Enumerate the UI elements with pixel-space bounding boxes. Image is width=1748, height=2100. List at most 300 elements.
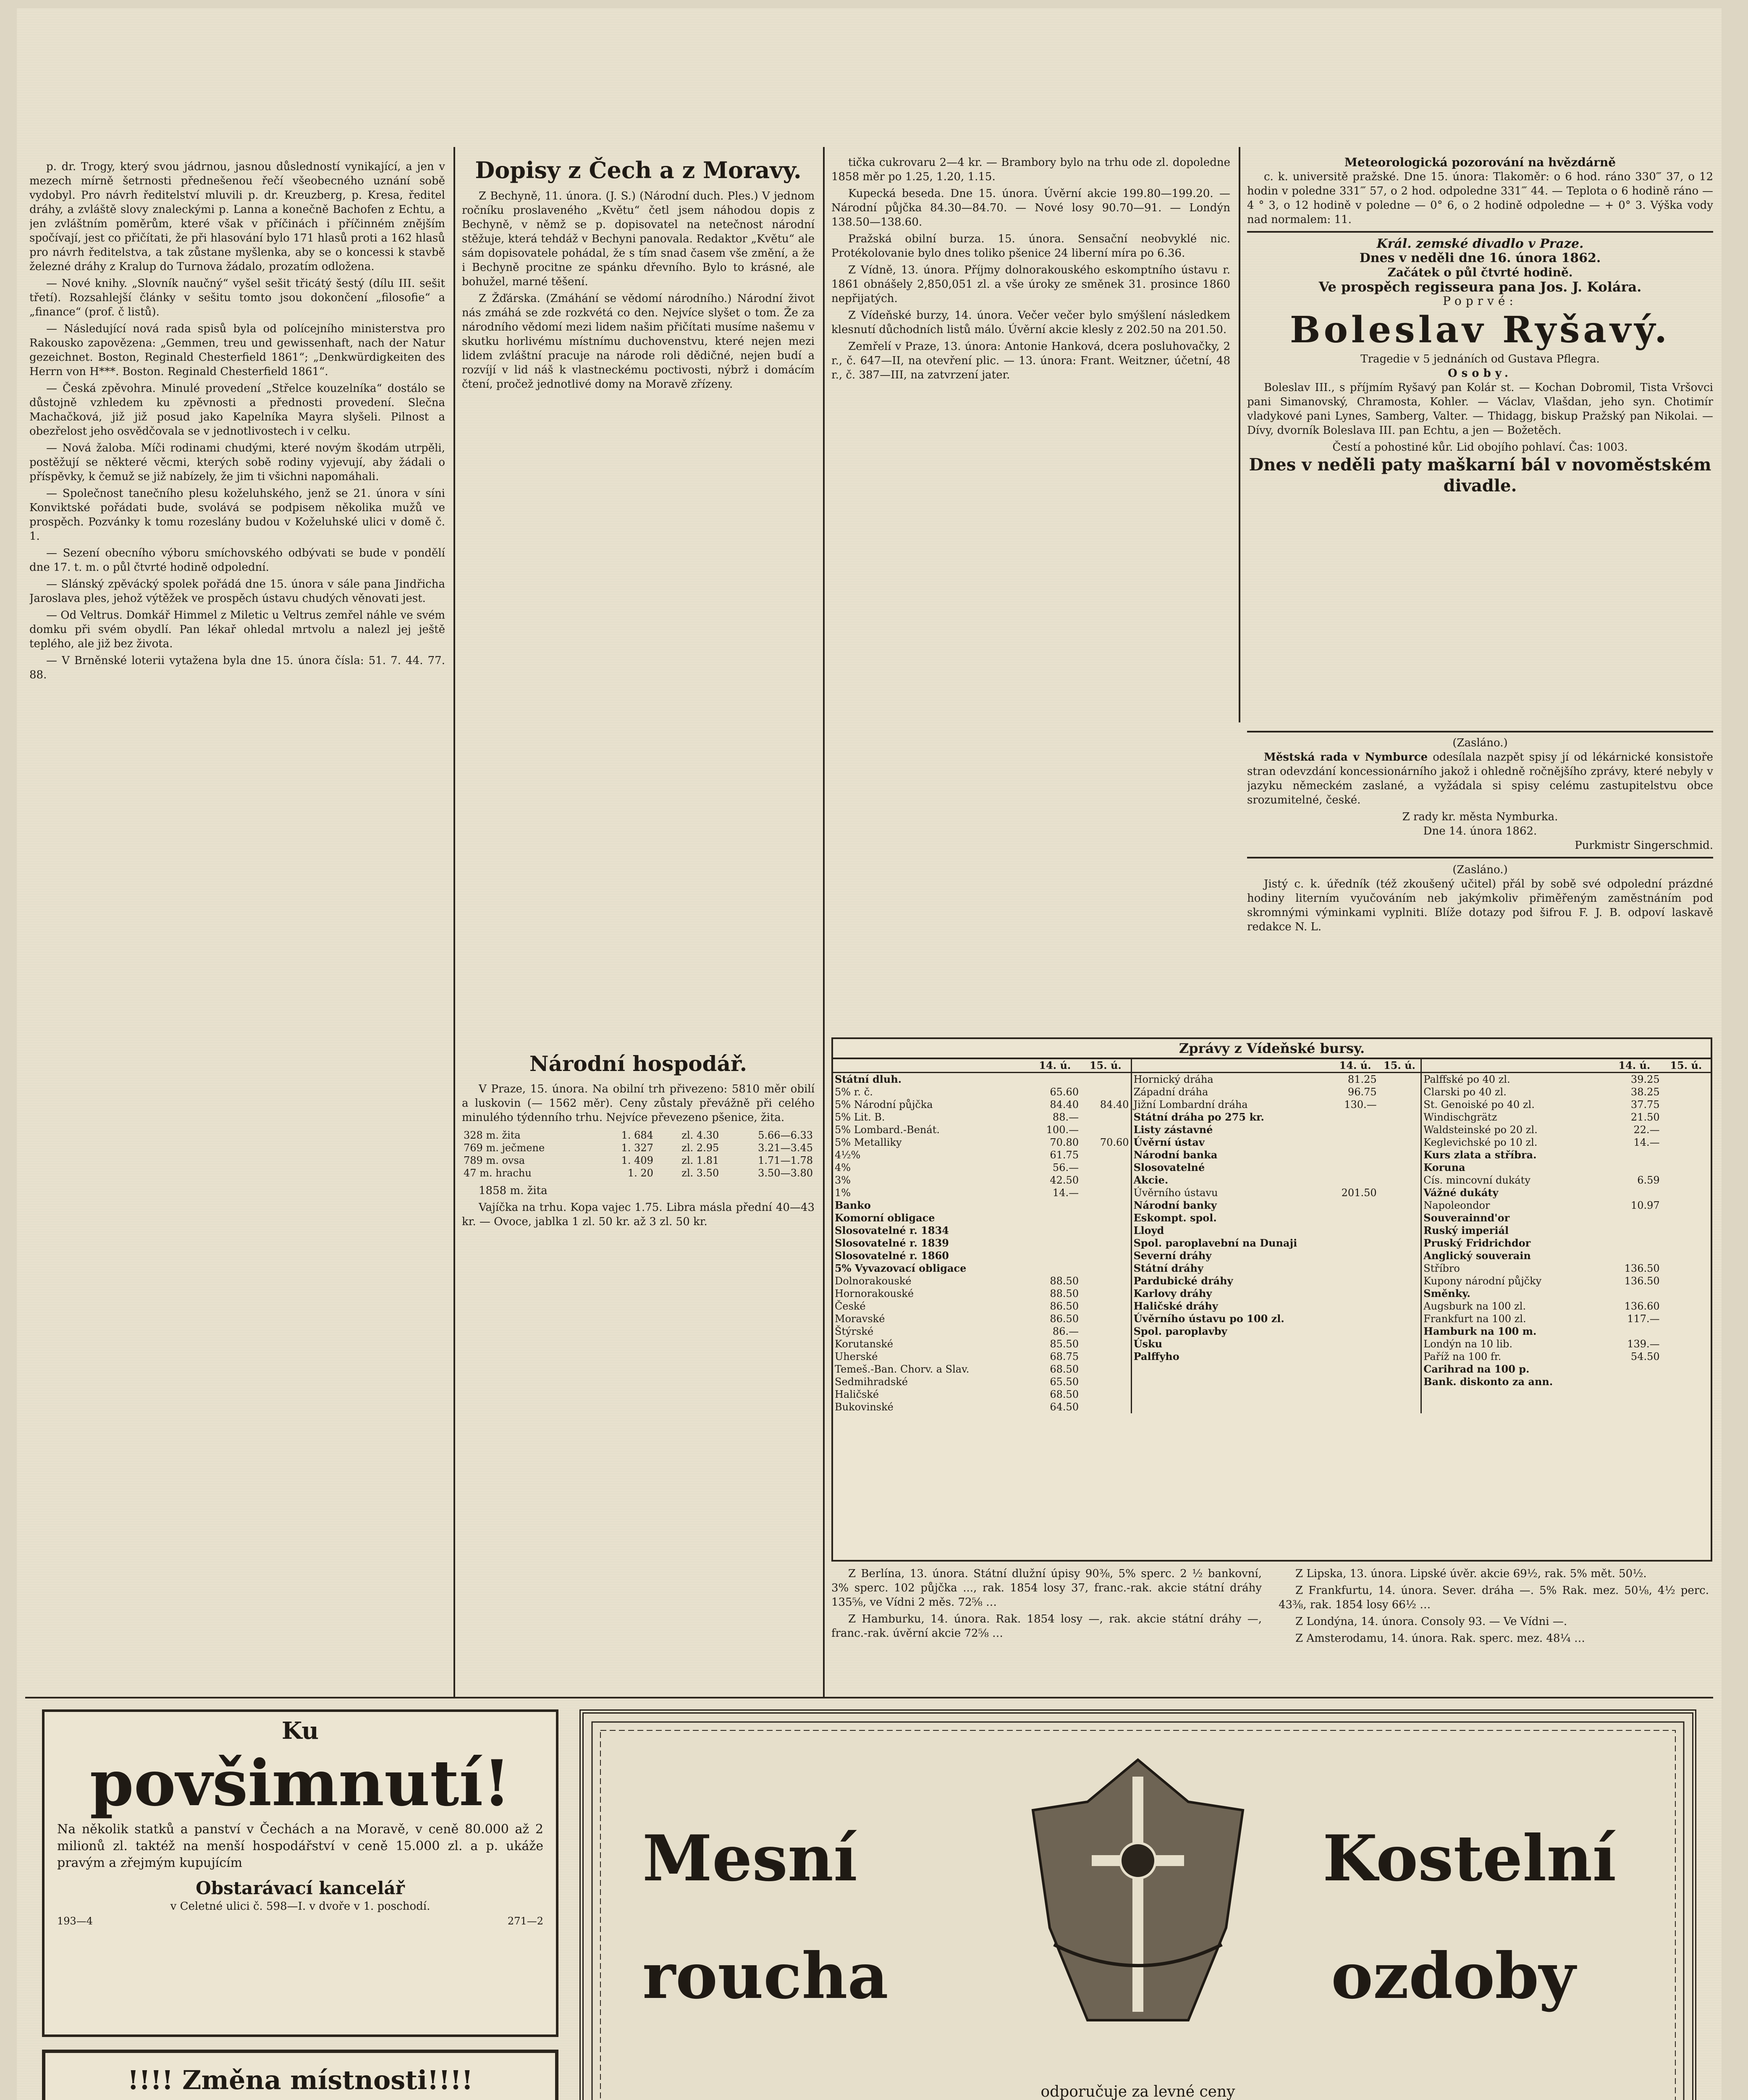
quote-value bbox=[1378, 1262, 1421, 1275]
column-header: 14. ú. bbox=[1029, 1059, 1080, 1073]
quote-value bbox=[1378, 1350, 1421, 1363]
ad-code: 193—4 bbox=[57, 1915, 93, 1927]
table-row bbox=[1132, 1098, 1421, 1111]
security-name: Cís. mincovní dukáty bbox=[1423, 1174, 1530, 1186]
quote-value bbox=[1080, 1086, 1130, 1098]
table-row bbox=[1132, 1186, 1421, 1199]
quote-value: 65.60 bbox=[1050, 1086, 1079, 1098]
table-row bbox=[462, 1129, 815, 1142]
quote-value bbox=[1662, 1161, 1711, 1174]
column-header bbox=[833, 1059, 1029, 1073]
security-name: Banko bbox=[835, 1199, 871, 1211]
divider bbox=[1247, 857, 1713, 858]
table-row bbox=[1422, 1136, 1711, 1149]
quote-value: 88.50 bbox=[1050, 1288, 1079, 1299]
security-name: Ruský imperiál bbox=[1423, 1224, 1509, 1236]
article-paragraph: Z Vídeňské burzy, 14. února. Večer večer bylo smýšlení následkem klesnutí důchodních listů málo. Úvěrní akcie klesly z 202.50 na 201.50. bbox=[831, 309, 1230, 336]
section-title: Dopisy z Čech a z Moravy. bbox=[475, 157, 802, 184]
security-name: Karlovy dráhy bbox=[1133, 1287, 1212, 1299]
quote-value: 10.97 bbox=[1630, 1200, 1660, 1211]
quote-value bbox=[1332, 1237, 1378, 1250]
quote-value: 86.50 bbox=[1050, 1300, 1079, 1312]
table-row bbox=[833, 1237, 1131, 1250]
ad-address: v Celetné ulici č. 598—I. v dvoře v 1. poschodí. bbox=[170, 1900, 430, 1913]
masquerade-notice: Dnes v neděli paty maškarní bál v novoměstském divadle. bbox=[1249, 455, 1711, 496]
table-row bbox=[1422, 1250, 1711, 1262]
ad-text: Na několik statků a panství v Čechách a na Moravě, v ceně 80.000 až 2 milionů zl. taktéž na menší hospodářství v ceně 15.000 zl. a p. ukáže pravým a zřejmým kupujícím bbox=[57, 1822, 543, 1870]
article-paragraph: Z Hamburku, 14. února. Rak. 1854 losy —, rak. akcie státní dráhy —, franc.-rak. úvěrní akcie 72⅝ … bbox=[831, 1613, 1262, 1640]
quote-value bbox=[1332, 1325, 1378, 1338]
table-row bbox=[1132, 1287, 1421, 1300]
security-name: Augsburk na 100 zl. bbox=[1423, 1300, 1526, 1312]
article-paragraph: Z Londýna, 14. února. Consoly 93. — Ve Vídni —. bbox=[1295, 1615, 1567, 1628]
security-name: Hornický dráha bbox=[1133, 1074, 1213, 1085]
quote-value bbox=[1080, 1376, 1130, 1388]
quote-value bbox=[1080, 1073, 1130, 1086]
article-paragraph: — Česká zpěvohra. Minulé provedení „Střelce kouzelníka“ dostálo se důstojně vzhledem ku zpěvnosti a přednosti provedení. Slečna Machačková, již již posud jako Kapelníka Mayra slyšeli. Pilnost a obezřelost jeho osvědčovala se v jednotlivostech i v celku. bbox=[29, 382, 445, 438]
security-name: Pruský Fridrichdor bbox=[1423, 1237, 1531, 1249]
security-name: 5% Metalliky bbox=[835, 1137, 902, 1148]
quote-value bbox=[1080, 1250, 1130, 1262]
table-row bbox=[1422, 1174, 1711, 1186]
quote-value bbox=[1607, 1149, 1662, 1161]
notice-label: (Zasláno.) bbox=[1452, 737, 1508, 749]
quote-value bbox=[1378, 1224, 1421, 1237]
grain-label: 328 m. žita bbox=[464, 1129, 521, 1141]
table-row bbox=[833, 1111, 1131, 1124]
quote-value bbox=[1378, 1199, 1421, 1212]
security-name: Temeš.-Ban. Chorv. a Slav. bbox=[835, 1363, 970, 1375]
quote-value: 68.50 bbox=[1050, 1389, 1079, 1400]
security-name: Bank. diskonto za ann. bbox=[1423, 1376, 1553, 1388]
quote-value bbox=[1029, 1199, 1080, 1212]
article-paragraph: Pražská obilní burza. 15. února. Sensační neobvyklé nic. Protékolovanie bylo dnes toliko pšenice 24 liberní míra po 6.36. bbox=[831, 233, 1230, 260]
column-header: 15. ú. bbox=[1080, 1059, 1130, 1073]
table-row bbox=[1422, 1300, 1711, 1312]
quote-value bbox=[1662, 1250, 1711, 1262]
column-header: 14. ú. bbox=[1607, 1059, 1662, 1073]
quote-value: 14.— bbox=[1633, 1137, 1660, 1148]
article-paragraph: — Nové knihy. „Slovník naučný“ vyšel sešit třicátý šestý (dílu III. sešit třetí). Rozsahlejší články v sešitu tomto jsou dokončení „filosofie“ a „finance“ (prof. č listů). bbox=[29, 277, 445, 318]
quote-value bbox=[1662, 1174, 1711, 1186]
security-name: Napoleondor bbox=[1423, 1200, 1490, 1211]
quote-value bbox=[1378, 1136, 1421, 1149]
quote-value bbox=[1029, 1250, 1080, 1262]
newspaper-page bbox=[17, 8, 1722, 2100]
security-name: Hamburk na 100 m. bbox=[1423, 1325, 1537, 1337]
quote-value: 84.40 bbox=[1100, 1099, 1129, 1110]
table-row bbox=[1132, 1250, 1421, 1262]
security-name: Komorní obligace bbox=[835, 1212, 935, 1224]
grain-price-table bbox=[462, 1129, 815, 1179]
security-name: Koruna bbox=[1423, 1161, 1465, 1173]
security-name: 5% Lombard.-Benát. bbox=[835, 1124, 940, 1136]
quote-value bbox=[1332, 1338, 1378, 1350]
table-row bbox=[1132, 1262, 1421, 1275]
quote-value: 38.25 bbox=[1630, 1086, 1660, 1098]
quote-value: 70.80 bbox=[1050, 1137, 1079, 1148]
security-name: České bbox=[835, 1300, 866, 1312]
quote-value bbox=[1607, 1363, 1662, 1376]
quote-value bbox=[1378, 1149, 1421, 1161]
table-row bbox=[1132, 1086, 1421, 1098]
article-paragraph: Z Bechyně, 11. února. (J. S.) (Národní duch. Ples.) V jednom ročníku proslaveného „Květu“ četl jsem náhodou dopis z Bechyně, v němž se p. dopisovatel na netečnost národní stěžuje, která tehdáž v Bechyni panovala. Redaktor „Květu“ ale sám dopisovatele pohádal, že s tím snad časem vše změní, a že i Bechyně procitne ze spánku dřevního. Bylo to krásné, ale bohužel, marné těšení. bbox=[462, 190, 815, 288]
quote-value bbox=[1080, 1124, 1130, 1136]
quote-value: 96.75 bbox=[1347, 1086, 1377, 1098]
table-row bbox=[1422, 1262, 1711, 1275]
security-name: 5% Národní půjčka bbox=[835, 1099, 933, 1110]
meteo-title: Meteorologická pozorování na hvězdárně bbox=[1344, 155, 1616, 169]
security-name: Úsku bbox=[1133, 1338, 1163, 1350]
quote-value bbox=[1378, 1300, 1421, 1312]
security-name: 5% r. č. bbox=[835, 1086, 873, 1098]
quote-value bbox=[1378, 1237, 1421, 1250]
table-row bbox=[833, 1073, 1131, 1086]
grain-price: zl. 4.30 bbox=[681, 1129, 719, 1141]
security-name: Pardubické dráhy bbox=[1133, 1275, 1233, 1287]
security-name: Lloyd bbox=[1133, 1224, 1164, 1236]
foreign-exchange-news bbox=[831, 1567, 1709, 1693]
quote-value bbox=[1332, 1250, 1378, 1262]
quote-value bbox=[1662, 1350, 1711, 1363]
grain-price: zl. 2.95 bbox=[681, 1142, 719, 1154]
quote-value bbox=[1378, 1186, 1421, 1199]
quote-value bbox=[1080, 1199, 1130, 1212]
section-title: Národní hospodář. bbox=[529, 1051, 747, 1076]
quote-value bbox=[1029, 1073, 1080, 1086]
security-name: Státní dluh. bbox=[835, 1073, 902, 1085]
table-row bbox=[1132, 1174, 1421, 1186]
table-row bbox=[833, 1376, 1131, 1388]
quote-value bbox=[1607, 1224, 1662, 1237]
notice-label: (Zasláno.) bbox=[1452, 864, 1508, 876]
table-header bbox=[1132, 1059, 1421, 1073]
column-header bbox=[1422, 1059, 1607, 1073]
security-name: 4% bbox=[835, 1162, 851, 1173]
table-row bbox=[833, 1124, 1131, 1136]
table-row bbox=[462, 1167, 815, 1179]
table-row bbox=[833, 1086, 1131, 1098]
theatre-date: Dnes v neděli dne 16. února 1862. bbox=[1359, 251, 1601, 265]
table-row bbox=[833, 1098, 1131, 1111]
article-paragraph: Vajíčka na trhu. Kopa vajec 1.75. Libra másla přední 40—43 kr. — Ovoce, jablka 1 zl. 50 kr. až 3 zl. 50 kr. bbox=[462, 1201, 815, 1228]
quote-value bbox=[1332, 1174, 1378, 1186]
quote-value: 65.50 bbox=[1050, 1376, 1079, 1388]
article-paragraph: — Sezení obecního výboru smíchovského odbývati se bude v pondělí dne 17. t. m. o půl čtvrté hodině odpolední. bbox=[29, 547, 445, 574]
ad-right-top: Kostelní bbox=[1323, 1822, 1617, 1895]
security-name: Slosovatelné bbox=[1133, 1161, 1205, 1173]
quote-value bbox=[1607, 1186, 1662, 1199]
cast-list: Boleslav III., s příjmím Ryšavý pan Kolár st. — Kochan Dobromil, Tista Vršovci pani Simanovský, Chramosta, Kohler. — Václav, Vlašdan, jeho syn. Chotimír vladykové pani Lynes, Samberg, Valter. — Thidagg, biskup Pražský pan Nikolai. — Dívy, dvorník Boleslava III. pan Echtu, a jen — Božetěch. bbox=[1247, 381, 1713, 437]
quote-value bbox=[1080, 1149, 1130, 1161]
security-name: 3% bbox=[835, 1174, 851, 1186]
quote-value: 64.50 bbox=[1050, 1401, 1079, 1413]
table-row bbox=[833, 1174, 1131, 1186]
table-row bbox=[1422, 1199, 1711, 1212]
grain-label: 47 m. hrachu bbox=[464, 1167, 532, 1179]
quote-value bbox=[1080, 1388, 1130, 1401]
quote-value: 100.— bbox=[1046, 1124, 1079, 1136]
quote-value bbox=[1607, 1212, 1662, 1224]
security-name: Londýn na 10 lib. bbox=[1423, 1338, 1513, 1350]
quote-value bbox=[1662, 1124, 1711, 1136]
table-row bbox=[1132, 1325, 1421, 1338]
table-row bbox=[1132, 1136, 1421, 1149]
quote-value bbox=[1080, 1287, 1130, 1300]
quote-value bbox=[1029, 1262, 1080, 1275]
quote-value bbox=[1332, 1287, 1378, 1300]
table-row bbox=[1422, 1161, 1711, 1174]
grain-price: zl. 1.81 bbox=[681, 1155, 719, 1166]
quote-value bbox=[1662, 1199, 1711, 1212]
table-row bbox=[1132, 1338, 1421, 1350]
quote-value bbox=[1332, 1199, 1378, 1212]
security-name: 5% Lit. B. bbox=[835, 1111, 885, 1123]
section-divider bbox=[25, 1697, 1713, 1698]
notice-text: Jistý c. k. úředník (též zkoušený učitel) přál by sobě své odpolední prázdné hodiny literním vyučováním neb jakýmkoliv přiměřeným zaměstnáním pod skromnými výminkami vyplniti. Blíže dotazy pod šifrou F. J. B. odpoví laskavě redakce N. L. bbox=[1247, 878, 1713, 933]
security-name: Korutanské bbox=[835, 1338, 894, 1350]
security-name: Frankfurt na 100 zl. bbox=[1423, 1313, 1526, 1325]
security-name: Severní dráhy bbox=[1133, 1250, 1212, 1262]
quote-value bbox=[1332, 1111, 1378, 1124]
quote-value bbox=[1332, 1312, 1378, 1325]
table-row bbox=[1132, 1199, 1421, 1212]
grain-qty: 1. 684 bbox=[621, 1129, 653, 1141]
security-name: Západní dráha bbox=[1133, 1086, 1208, 1098]
grain-label: 769 m. ječmene bbox=[464, 1142, 545, 1154]
quote-value: 37.75 bbox=[1630, 1099, 1660, 1110]
quote-value bbox=[1080, 1186, 1130, 1199]
table-row bbox=[833, 1275, 1131, 1287]
security-name: Národní banky bbox=[1133, 1199, 1217, 1211]
grain-range: 5.66—6.33 bbox=[758, 1129, 813, 1141]
column-rule bbox=[1239, 147, 1240, 722]
table-row bbox=[462, 1154, 815, 1167]
quote-value bbox=[1080, 1111, 1130, 1124]
security-name: Slosovatelné r. 1839 bbox=[835, 1237, 949, 1249]
quote-value: 136.60 bbox=[1624, 1300, 1660, 1312]
quote-value: 70.60 bbox=[1100, 1137, 1129, 1148]
grain-qty: 1. 327 bbox=[621, 1142, 653, 1154]
quote-value: 88.— bbox=[1052, 1111, 1079, 1123]
ad-vestments bbox=[579, 1709, 1696, 2100]
table-row bbox=[1422, 1275, 1711, 1287]
exchange-title: Zprávy z Vídeňské bursy. bbox=[833, 1039, 1711, 1059]
security-name: Úvěrní ústav bbox=[1133, 1136, 1205, 1148]
exchange-table-left bbox=[833, 1059, 1131, 1413]
quote-value bbox=[1378, 1212, 1421, 1224]
ad-right-bottom: ozdoby bbox=[1331, 1939, 1576, 2013]
table-row bbox=[1422, 1212, 1711, 1224]
security-name: Haličské dráhy bbox=[1133, 1300, 1218, 1312]
security-name: Bukovinské bbox=[835, 1401, 894, 1413]
quote-value: 130.— bbox=[1344, 1099, 1377, 1110]
column-header: 15. ú. bbox=[1662, 1059, 1711, 1073]
quote-value bbox=[1029, 1212, 1080, 1224]
middle-article-column bbox=[462, 155, 815, 1037]
quote-value bbox=[1607, 1250, 1662, 1262]
quote-value: 88.50 bbox=[1050, 1275, 1079, 1287]
theatre-premiere: Poprvé: bbox=[1443, 294, 1517, 308]
quote-value bbox=[1662, 1312, 1711, 1325]
article-paragraph: — Společnost tanečního plesu koželuhského, jenž se 21. února v síni Konviktské pořádati bude, svolává se podpisem několika mužů ve prospěch. Pozvánky k tomu rozeslány budou v Koželuhské ulici v domě č. 1. bbox=[29, 487, 445, 543]
quote-value bbox=[1080, 1161, 1130, 1174]
grain-range: 3.50—3.80 bbox=[758, 1167, 813, 1179]
quote-value bbox=[1378, 1086, 1421, 1098]
play-subtitle: Tragedie v 5 jednáních od Gustava Pflegra. bbox=[1360, 353, 1600, 365]
table-row bbox=[833, 1338, 1131, 1350]
security-name: Národní banka bbox=[1133, 1149, 1218, 1161]
table-row bbox=[833, 1388, 1131, 1401]
security-name: Úvěrního ústavu bbox=[1133, 1187, 1218, 1199]
quote-value: 61.75 bbox=[1050, 1149, 1079, 1161]
quote-value: 42.50 bbox=[1050, 1174, 1079, 1186]
quote-value bbox=[1029, 1224, 1080, 1237]
table-row bbox=[1422, 1098, 1711, 1111]
security-name: Keglevichské po 10 zl. bbox=[1423, 1137, 1538, 1148]
table-row bbox=[833, 1199, 1131, 1212]
quote-value: 86.— bbox=[1052, 1326, 1079, 1337]
exchange-table-middle bbox=[1132, 1059, 1421, 1363]
quote-value bbox=[1332, 1124, 1378, 1136]
table-row bbox=[1422, 1325, 1711, 1338]
table-row bbox=[1422, 1376, 1711, 1388]
security-name: Státní dráhy bbox=[1133, 1262, 1203, 1274]
article-paragraph: — Nová žaloba. Míči rodinami chudými, které novým škodám utrpěli, postěžují se některé věcmi, kterých sobě rodiny vyjevují, aby žádali o příspěvky, k čemuž se již nabízely, že jim ti všichni napomáhali. bbox=[29, 442, 445, 483]
notice-sign: Dne 14. února 1862. bbox=[1423, 825, 1537, 837]
ad-office: Obstarávací kancelář bbox=[196, 1878, 405, 1898]
security-name: Dolnorakouské bbox=[835, 1275, 912, 1287]
table-row bbox=[1422, 1312, 1711, 1325]
notice-sign: Z rady kr. města Nymburka. bbox=[1402, 811, 1558, 823]
quote-value bbox=[1662, 1136, 1711, 1149]
quote-value bbox=[1332, 1149, 1378, 1161]
quote-value bbox=[1080, 1237, 1130, 1250]
table-row bbox=[833, 1401, 1131, 1413]
security-name: Kurs zlata a stříbra. bbox=[1423, 1149, 1537, 1161]
grain-range: 1.71—1.78 bbox=[758, 1155, 813, 1166]
table-row bbox=[1132, 1124, 1421, 1136]
security-name: Eskompt. spol. bbox=[1133, 1212, 1217, 1224]
quote-value: 85.50 bbox=[1050, 1338, 1079, 1350]
column-header: 15. ú. bbox=[1378, 1059, 1421, 1073]
security-name: Carihrad na 100 p. bbox=[1423, 1363, 1530, 1375]
security-name: 4½% bbox=[835, 1149, 861, 1161]
table-row bbox=[1422, 1124, 1711, 1136]
article-paragraph: — Od Veltrus. Domkář Himmel z Miletic u Veltrus zemřel náhle ve svém domku při svém obydlí. Pan lékař ohledal mrtvolu a nalezl jej ještě teplého, ale již bez života. bbox=[29, 609, 445, 650]
quote-value bbox=[1332, 1275, 1378, 1287]
security-name: 5% Vyvazovací obligace bbox=[835, 1262, 967, 1274]
article-paragraph: — Následující nová rada spisů byla od polícejního ministerstva pro Rakousko zapovězena: „Gemmen, treu und gewissenhaft, nach der Natur gezeichnet. Boston, Reginald Chesterfield 1861“; „Denkwürdigkeiten des Herrn von H***. Boston. Reginald Chesterfield 1861“. bbox=[29, 323, 445, 378]
security-name: Anglický souverain bbox=[1423, 1250, 1531, 1262]
table-row bbox=[1132, 1149, 1421, 1161]
theatre-benefit: Ve prospěch regisseura pana Jos. J. Kolára. bbox=[1318, 279, 1642, 295]
table-row bbox=[1132, 1275, 1421, 1287]
article-paragraph: 1858 m. žita bbox=[479, 1184, 548, 1197]
quote-value bbox=[1662, 1338, 1711, 1350]
column-rule bbox=[453, 147, 455, 1697]
security-name: 1% bbox=[835, 1187, 851, 1199]
article-paragraph: p. dr. Trogy, který svou jádrnou, jasnou důsledností vynikající, a jen v mezech mírně šetrnosti přednešenou řečí všeobecného uznání sobě vydobyl. Pro návrh ředitelství mluvili p. dr. Kreuzberg, p. Kresa, ředitel dráhy, a zvláště slovy znaleckými p. Lanna a konečně Bachofen z Echtu, a jen zvláštním poměrům, které však v příčinách i příčinném znějším spočívají, jest co přičítati, že při hlasování bylo 171 hlasů proti a 162 hlasů pro návrh ředitelstva, a tak zůstane myšlenka, aby se o koncessi k stavbě železné dráhy z Kralup do Turnova žádalo, prozatím odložena. bbox=[29, 160, 445, 273]
quote-value: 136.50 bbox=[1624, 1263, 1660, 1274]
table-row bbox=[1422, 1237, 1711, 1250]
notice-text: odesílala nazpět spisy jí od lékárnické konsistoře stran odevzdání koncessionárního jakož i ohledně ročnějšího zprávy, které nebyly v jazyku německém zaslané, a vyžádala si spisy celému zastupitelstvu obce srozumitelné, české. bbox=[1247, 751, 1713, 806]
security-name: Akcie. bbox=[1133, 1174, 1169, 1186]
quote-value bbox=[1080, 1212, 1130, 1224]
notices-column bbox=[1247, 731, 1713, 1033]
quote-value bbox=[1080, 1363, 1130, 1376]
quote-value bbox=[1662, 1186, 1711, 1199]
quote-value bbox=[1080, 1262, 1130, 1275]
quote-value bbox=[1662, 1325, 1711, 1338]
quote-value bbox=[1378, 1312, 1421, 1325]
security-name: Palffyho bbox=[1133, 1350, 1179, 1362]
quote-value bbox=[1662, 1086, 1711, 1098]
table-row bbox=[833, 1325, 1131, 1338]
table-row bbox=[1422, 1073, 1711, 1086]
security-name: Hornorakouské bbox=[835, 1288, 914, 1299]
security-name: Windischgrätz bbox=[1423, 1111, 1497, 1123]
cast-heading: Osoby. bbox=[1448, 367, 1512, 380]
quote-value bbox=[1080, 1338, 1130, 1350]
quote-value bbox=[1662, 1237, 1711, 1250]
table-row bbox=[833, 1312, 1131, 1325]
quote-value bbox=[1378, 1287, 1421, 1300]
article-paragraph: Zemřelí v Praze, 13. února: Antonie Hanková, dcera posluhovačky, 2 r., č. 647—II, na otevření plic. — 13. února: Frant. Weitzner, účetní, 48 r., č. 387—III, na zatvrzení jater. bbox=[831, 340, 1230, 381]
grain-qty: 1. 409 bbox=[621, 1155, 653, 1166]
quote-value: 39.25 bbox=[1630, 1074, 1660, 1085]
quote-value bbox=[1378, 1250, 1421, 1262]
security-name: Slosovatelné r. 1860 bbox=[835, 1250, 949, 1262]
exchange-table-right bbox=[1422, 1059, 1711, 1388]
table-row bbox=[833, 1149, 1131, 1161]
quote-value: 14.— bbox=[1052, 1187, 1079, 1199]
quote-value bbox=[1662, 1376, 1711, 1388]
ad-code: 271—2 bbox=[507, 1915, 543, 1927]
article-paragraph: — Slánský zpěvácký spolek pořádá dne 15. února v sále pana Jindřicha Jaroslava ples, jehož výtěžek ve prospěch ústavu chudých věnovati jest. bbox=[29, 578, 445, 605]
notice-title: Městská rada v Nymburce bbox=[1264, 751, 1428, 764]
quote-value bbox=[1378, 1124, 1421, 1136]
security-name: Směnky. bbox=[1423, 1287, 1470, 1299]
security-name: Stříbro bbox=[1423, 1263, 1460, 1274]
divider bbox=[1247, 731, 1713, 732]
table-row bbox=[1422, 1287, 1711, 1300]
security-name: Státní dráha po 275 kr. bbox=[1133, 1111, 1264, 1123]
table-row bbox=[1132, 1161, 1421, 1174]
grain-price: zl. 3.50 bbox=[681, 1167, 719, 1179]
table-row bbox=[833, 1161, 1131, 1174]
table-row bbox=[1132, 1111, 1421, 1124]
table-row bbox=[1422, 1086, 1711, 1098]
quote-value: 68.50 bbox=[1050, 1363, 1079, 1375]
quote-value bbox=[1662, 1224, 1711, 1237]
table-header bbox=[1422, 1059, 1711, 1073]
quote-value bbox=[1662, 1262, 1711, 1275]
quote-value bbox=[1607, 1161, 1662, 1174]
table-row bbox=[1132, 1224, 1421, 1237]
security-name: Moravské bbox=[835, 1313, 885, 1325]
table-row bbox=[833, 1186, 1131, 1199]
table-row bbox=[1422, 1111, 1711, 1124]
ad-headline: !!!! Změna místnosti!!!! bbox=[127, 2065, 473, 2095]
quote-value: 68.75 bbox=[1050, 1351, 1079, 1362]
table-row bbox=[1422, 1224, 1711, 1237]
quote-value bbox=[1080, 1224, 1130, 1237]
meteo-text: c. k. universitě pražské. Dne 15. února: Tlakoměr: o 6 hod. ráno 330‴ 37, o 12 hodin v poledne 331‴ 57, o 2 hod. odpoledne 331‴ 44. — Teplota o 6 hodině ráno — 4 ° 3, o 12 hodině v poledne — 0° 6, o 2 hodině odpoledne — + 0° 3. Výška vody nad normalem: 11. bbox=[1247, 171, 1713, 226]
grain-range: 3.21—3.45 bbox=[758, 1142, 813, 1154]
quote-value bbox=[1662, 1098, 1711, 1111]
quote-value bbox=[1378, 1174, 1421, 1186]
